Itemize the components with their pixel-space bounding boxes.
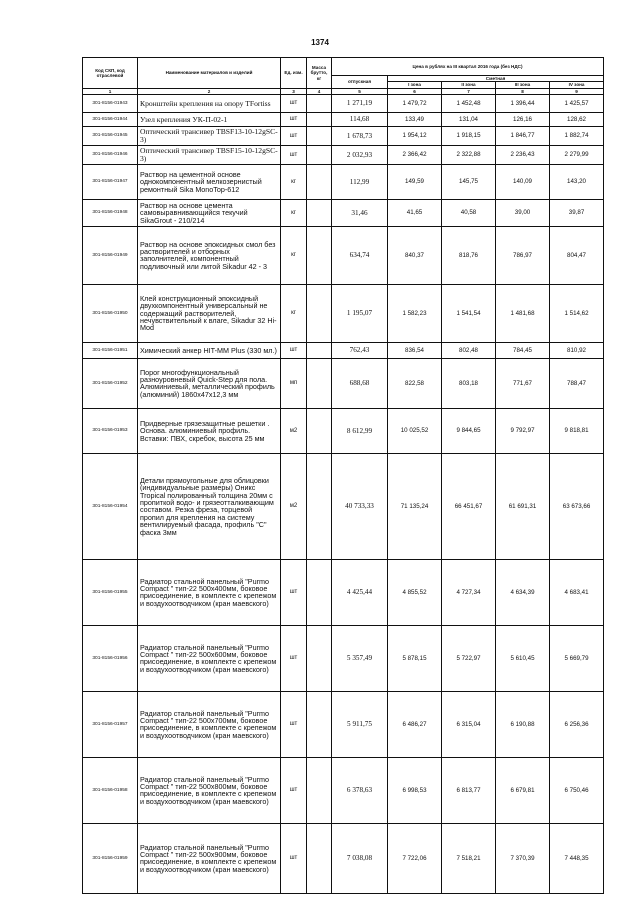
table-row bbox=[83, 408, 604, 453]
item-mass bbox=[307, 691, 332, 757]
item-price-zone-3: 5 610,45 bbox=[496, 625, 550, 691]
column-number: 3 bbox=[281, 88, 307, 94]
column-number: 4 bbox=[307, 88, 332, 94]
item-price-zone-1: 4 855,52 bbox=[388, 559, 442, 625]
table-row bbox=[83, 757, 604, 823]
item-name: Радиатор стальной панельный "Purmo Compact " тип-22 500х600мм, боковое присоединение, в комплекте с крепежом и воздухоотводчиком (кран маевского) bbox=[138, 625, 281, 691]
table-row bbox=[83, 94, 604, 112]
item-code: 301-8156-01943 bbox=[83, 94, 138, 112]
item-unit: кг bbox=[281, 226, 307, 284]
item-price-zone-1: 836,54 bbox=[388, 342, 442, 358]
header-price-group: Цена в рублях на III квартал 2016 года (без НДС) bbox=[332, 58, 604, 76]
item-base-price: 2 032,93 bbox=[332, 145, 388, 164]
item-price-zone-2: 802,48 bbox=[442, 342, 496, 358]
item-name: Оптический трансивер TBSF13-10-12gSC-3) bbox=[138, 126, 281, 145]
table-row bbox=[83, 199, 604, 226]
item-price-zone-3: 126,16 bbox=[496, 112, 550, 126]
item-price-zone-4: 128,62 bbox=[550, 112, 604, 126]
item-mass bbox=[307, 94, 332, 112]
column-number: 2 bbox=[138, 88, 281, 94]
item-base-price: 1 678,73 bbox=[332, 126, 388, 145]
item-price-zone-2: 1 452,48 bbox=[442, 94, 496, 112]
table-row bbox=[83, 112, 604, 126]
item-price-zone-2: 803,18 bbox=[442, 358, 496, 408]
item-price-zone-4: 63 673,66 bbox=[550, 453, 604, 559]
item-base-price: 1 271,19 bbox=[332, 94, 388, 112]
item-name: Химический анкер HIT-MM Plus (330 мл.) bbox=[138, 342, 281, 358]
table-row bbox=[83, 358, 604, 408]
column-number: 1 bbox=[83, 88, 138, 94]
item-mass bbox=[307, 126, 332, 145]
item-base-price: 6 378,63 bbox=[332, 757, 388, 823]
item-mass bbox=[307, 625, 332, 691]
item-unit: шт bbox=[281, 112, 307, 126]
item-price-zone-1: 7 722,06 bbox=[388, 823, 442, 893]
item-unit: мп bbox=[281, 358, 307, 408]
item-mass bbox=[307, 226, 332, 284]
item-name: Клей конструкционный эпоксидный двухкомпонентный универсальный не содержащий растворителей, нечувствительный к влаге, Sikadur 32 Hi-Mod bbox=[138, 284, 281, 342]
item-price-zone-3: 39,00 bbox=[496, 199, 550, 226]
item-code: 301-8156-01947 bbox=[83, 164, 138, 199]
table-row bbox=[83, 559, 604, 625]
table-row bbox=[83, 691, 604, 757]
item-price-zone-3: 140,09 bbox=[496, 164, 550, 199]
item-base-price: 112,99 bbox=[332, 164, 388, 199]
item-name: Порог многофункциональный разноуровневый Quick-Step для пола. Алюминиевый, металлический профиль (алюминий) 1860х47х12,3 мм bbox=[138, 358, 281, 408]
item-name: Оптический трансивер TBSF15-10-12gSC-3) bbox=[138, 145, 281, 164]
item-code: 301-8156-01951 bbox=[83, 342, 138, 358]
item-code: 301-8156-01950 bbox=[83, 284, 138, 342]
item-unit: м2 bbox=[281, 453, 307, 559]
item-unit: кг bbox=[281, 164, 307, 199]
item-unit: шт bbox=[281, 94, 307, 112]
item-base-price: 114,68 bbox=[332, 112, 388, 126]
header-zone-3: III зона bbox=[496, 82, 550, 88]
item-price-zone-4: 6 256,36 bbox=[550, 691, 604, 757]
item-mass bbox=[307, 342, 332, 358]
item-code: 301-8156-01949 bbox=[83, 226, 138, 284]
item-price-zone-3: 771,67 bbox=[496, 358, 550, 408]
item-price-zone-1: 5 878,15 bbox=[388, 625, 442, 691]
item-name: Радиатор стальной панельный "Purmo Compact " тип-22 500х700мм, боковое присоединение, в комплекте с крепежом и воздухоотводчиком (кран маевского) bbox=[138, 691, 281, 757]
item-price-zone-4: 6 750,46 bbox=[550, 757, 604, 823]
item-code: 301-8156-01946 bbox=[83, 145, 138, 164]
item-price-zone-4: 39,87 bbox=[550, 199, 604, 226]
item-price-zone-4: 810,92 bbox=[550, 342, 604, 358]
item-price-zone-3: 2 236,43 bbox=[496, 145, 550, 164]
item-unit: шт bbox=[281, 757, 307, 823]
table-row bbox=[83, 145, 604, 164]
item-code: 301-8156-01948 bbox=[83, 199, 138, 226]
header-zone-1: I зона bbox=[388, 82, 442, 88]
column-number: 6 bbox=[388, 88, 442, 94]
item-base-price: 4 425,44 bbox=[332, 559, 388, 625]
header-code: Код СКП, код отраслевой bbox=[83, 58, 138, 89]
item-base-price: 5 357,49 bbox=[332, 625, 388, 691]
item-name: Кронштейн крепления на опору TFortiss bbox=[138, 94, 281, 112]
column-number: 5 bbox=[332, 88, 388, 94]
item-code: 301-8156-01944 bbox=[83, 112, 138, 126]
page-number: 1374 bbox=[311, 38, 329, 47]
table-row bbox=[83, 625, 604, 691]
item-code: 301-8156-01959 bbox=[83, 823, 138, 893]
item-mass bbox=[307, 757, 332, 823]
item-name: Раствор на основе эпоксидных смол без растворителей и отборных заполнителей, компонентный подливочный или литой Sikadur 42 - 3 bbox=[138, 226, 281, 284]
item-unit: шт bbox=[281, 342, 307, 358]
table-row bbox=[83, 284, 604, 342]
table-row bbox=[83, 823, 604, 893]
item-name: Радиатор стальной панельный "Purmo Compact " тип-22 500х400мм, боковое присоединение, в комплекте с крепежом и воздухоотводчиком (кран маевского) bbox=[138, 559, 281, 625]
item-price-zone-3: 786,97 bbox=[496, 226, 550, 284]
header-name: Наименование материалов и изделий bbox=[138, 58, 281, 89]
item-base-price: 7 038,08 bbox=[332, 823, 388, 893]
item-unit: шт bbox=[281, 823, 307, 893]
item-name: Узел крепления УК-П-02-1 bbox=[138, 112, 281, 126]
item-price-zone-3: 61 691,31 bbox=[496, 453, 550, 559]
item-price-zone-4: 804,47 bbox=[550, 226, 604, 284]
item-price-zone-2: 818,76 bbox=[442, 226, 496, 284]
item-price-zone-1: 1 582,23 bbox=[388, 284, 442, 342]
item-name: Радиатор стальной панельный "Purmo Compact " тип-22 500х900мм, боковое присоединение, в комплекте с крепежом и воздухоотводчиком (кран маевского) bbox=[138, 823, 281, 893]
item-mass bbox=[307, 559, 332, 625]
item-price-zone-4: 5 669,79 bbox=[550, 625, 604, 691]
item-price-zone-2: 145,75 bbox=[442, 164, 496, 199]
item-code: 301-8156-01957 bbox=[83, 691, 138, 757]
item-unit: шт bbox=[281, 145, 307, 164]
item-base-price: 688,68 bbox=[332, 358, 388, 408]
item-price-zone-1: 133,49 bbox=[388, 112, 442, 126]
item-base-price: 5 911,75 bbox=[332, 691, 388, 757]
item-price-zone-2: 9 844,65 bbox=[442, 408, 496, 453]
item-code: 301-8156-01956 bbox=[83, 625, 138, 691]
item-price-zone-2: 6 315,04 bbox=[442, 691, 496, 757]
column-number: 7 bbox=[442, 88, 496, 94]
item-mass bbox=[307, 164, 332, 199]
item-unit: кг bbox=[281, 199, 307, 226]
item-price-zone-1: 840,37 bbox=[388, 226, 442, 284]
item-mass bbox=[307, 112, 332, 126]
item-unit: шт bbox=[281, 691, 307, 757]
item-mass bbox=[307, 453, 332, 559]
item-price-zone-2: 66 451,67 bbox=[442, 453, 496, 559]
item-price-zone-1: 6 998,53 bbox=[388, 757, 442, 823]
item-mass bbox=[307, 199, 332, 226]
item-name: Раствор на основе цемента самовыравнивающийся текучий SikaGrout - 210/214 bbox=[138, 199, 281, 226]
item-unit: шт bbox=[281, 625, 307, 691]
item-price-zone-4: 788,47 bbox=[550, 358, 604, 408]
item-unit: м2 bbox=[281, 408, 307, 453]
item-price-zone-3: 784,45 bbox=[496, 342, 550, 358]
price-table bbox=[82, 57, 604, 894]
item-unit: шт bbox=[281, 559, 307, 625]
item-mass bbox=[307, 408, 332, 453]
item-price-zone-4: 1 514,62 bbox=[550, 284, 604, 342]
item-price-zone-3: 6 190,88 bbox=[496, 691, 550, 757]
table-row bbox=[83, 342, 604, 358]
item-price-zone-1: 10 025,52 bbox=[388, 408, 442, 453]
table-row bbox=[83, 126, 604, 145]
item-mass bbox=[307, 358, 332, 408]
item-unit: шт bbox=[281, 126, 307, 145]
item-price-zone-3: 7 370,39 bbox=[496, 823, 550, 893]
item-price-zone-1: 1 954,12 bbox=[388, 126, 442, 145]
item-mass bbox=[307, 145, 332, 164]
table-row bbox=[83, 453, 604, 559]
item-price-zone-3: 1 396,44 bbox=[496, 94, 550, 112]
item-price-zone-2: 2 322,88 bbox=[442, 145, 496, 164]
item-price-zone-2: 131,04 bbox=[442, 112, 496, 126]
item-price-zone-1: 6 486,27 bbox=[388, 691, 442, 757]
item-base-price: 762,43 bbox=[332, 342, 388, 358]
item-base-price: 8 612,99 bbox=[332, 408, 388, 453]
item-price-zone-2: 40,58 bbox=[442, 199, 496, 226]
item-price-zone-4: 7 448,35 bbox=[550, 823, 604, 893]
item-base-price: 40 733,33 bbox=[332, 453, 388, 559]
item-price-zone-3: 6 679,81 bbox=[496, 757, 550, 823]
item-price-zone-3: 9 792,97 bbox=[496, 408, 550, 453]
item-price-zone-1: 149,59 bbox=[388, 164, 442, 199]
table-body bbox=[83, 94, 604, 893]
header-zone-4: IV зона bbox=[550, 82, 604, 88]
item-price-zone-1: 2 366,42 bbox=[388, 145, 442, 164]
item-code: 301-8156-01954 bbox=[83, 453, 138, 559]
item-base-price: 634,74 bbox=[332, 226, 388, 284]
item-base-price: 31,46 bbox=[332, 199, 388, 226]
item-price-zone-4: 143,20 bbox=[550, 164, 604, 199]
table-row bbox=[83, 164, 604, 199]
item-code: 301-8156-01958 bbox=[83, 757, 138, 823]
header-base-price: отпускная bbox=[332, 76, 388, 89]
item-name: Раствор на цементной основе однокомпонентный мелкозернистый ремонтный Sika MonoTop-612 bbox=[138, 164, 281, 199]
item-price-zone-4: 2 279,99 bbox=[550, 145, 604, 164]
item-price-zone-4: 1 425,57 bbox=[550, 94, 604, 112]
item-price-zone-4: 1 882,74 bbox=[550, 126, 604, 145]
column-number: 9 bbox=[550, 88, 604, 94]
item-price-zone-2: 1 918,15 bbox=[442, 126, 496, 145]
item-code: 301-8156-01953 bbox=[83, 408, 138, 453]
item-price-zone-1: 71 135,24 bbox=[388, 453, 442, 559]
header-estimate: Сметная bbox=[388, 76, 604, 82]
header-unit: Ед. изм. bbox=[281, 58, 307, 89]
item-mass bbox=[307, 823, 332, 893]
item-name: Радиатор стальной панельный "Purmo Compact " тип-22 500х800мм, боковое присоединение, в комплекте с крепежом и воздухоотводчиком (кран маевского) bbox=[138, 757, 281, 823]
item-price-zone-2: 4 727,34 bbox=[442, 559, 496, 625]
item-code: 301-8156-01952 bbox=[83, 358, 138, 408]
item-name: Детали прямоугольные для облицовки (индивидуальные размеры) Оникс Tropical полированный толщина 20мм с пропиткой водо- и грязеотталкивающим составом. Резка фреза, торцевой пропил для крепления на систему вентилируемый фасада, профиль "С" фаска 3мм bbox=[138, 453, 281, 559]
item-price-zone-3: 1 481,68 bbox=[496, 284, 550, 342]
item-unit: кг bbox=[281, 284, 307, 342]
column-number: 8 bbox=[496, 88, 550, 94]
item-price-zone-2: 7 518,21 bbox=[442, 823, 496, 893]
item-price-zone-1: 822,58 bbox=[388, 358, 442, 408]
item-price-zone-2: 1 541,54 bbox=[442, 284, 496, 342]
item-code: 301-8156-01945 bbox=[83, 126, 138, 145]
item-price-zone-2: 6 813,77 bbox=[442, 757, 496, 823]
header-mass: Масса брутто, кг bbox=[307, 58, 332, 89]
item-mass bbox=[307, 284, 332, 342]
item-code: 301-8156-01955 bbox=[83, 559, 138, 625]
header-zone-2: II зона bbox=[442, 82, 496, 88]
item-price-zone-4: 4 683,41 bbox=[550, 559, 604, 625]
item-price-zone-1: 41,65 bbox=[388, 199, 442, 226]
table-row bbox=[83, 226, 604, 284]
item-price-zone-2: 5 722,97 bbox=[442, 625, 496, 691]
item-price-zone-3: 1 846,77 bbox=[496, 126, 550, 145]
item-price-zone-3: 4 634,39 bbox=[496, 559, 550, 625]
item-price-zone-4: 9 818,81 bbox=[550, 408, 604, 453]
item-price-zone-1: 1 479,72 bbox=[388, 94, 442, 112]
item-base-price: 1 195,07 bbox=[332, 284, 388, 342]
item-name: Придверные грязезащитные решетки . Основа. алюминиевый профиль. Вставки: ПВХ, скребок, высота 25 мм bbox=[138, 408, 281, 453]
